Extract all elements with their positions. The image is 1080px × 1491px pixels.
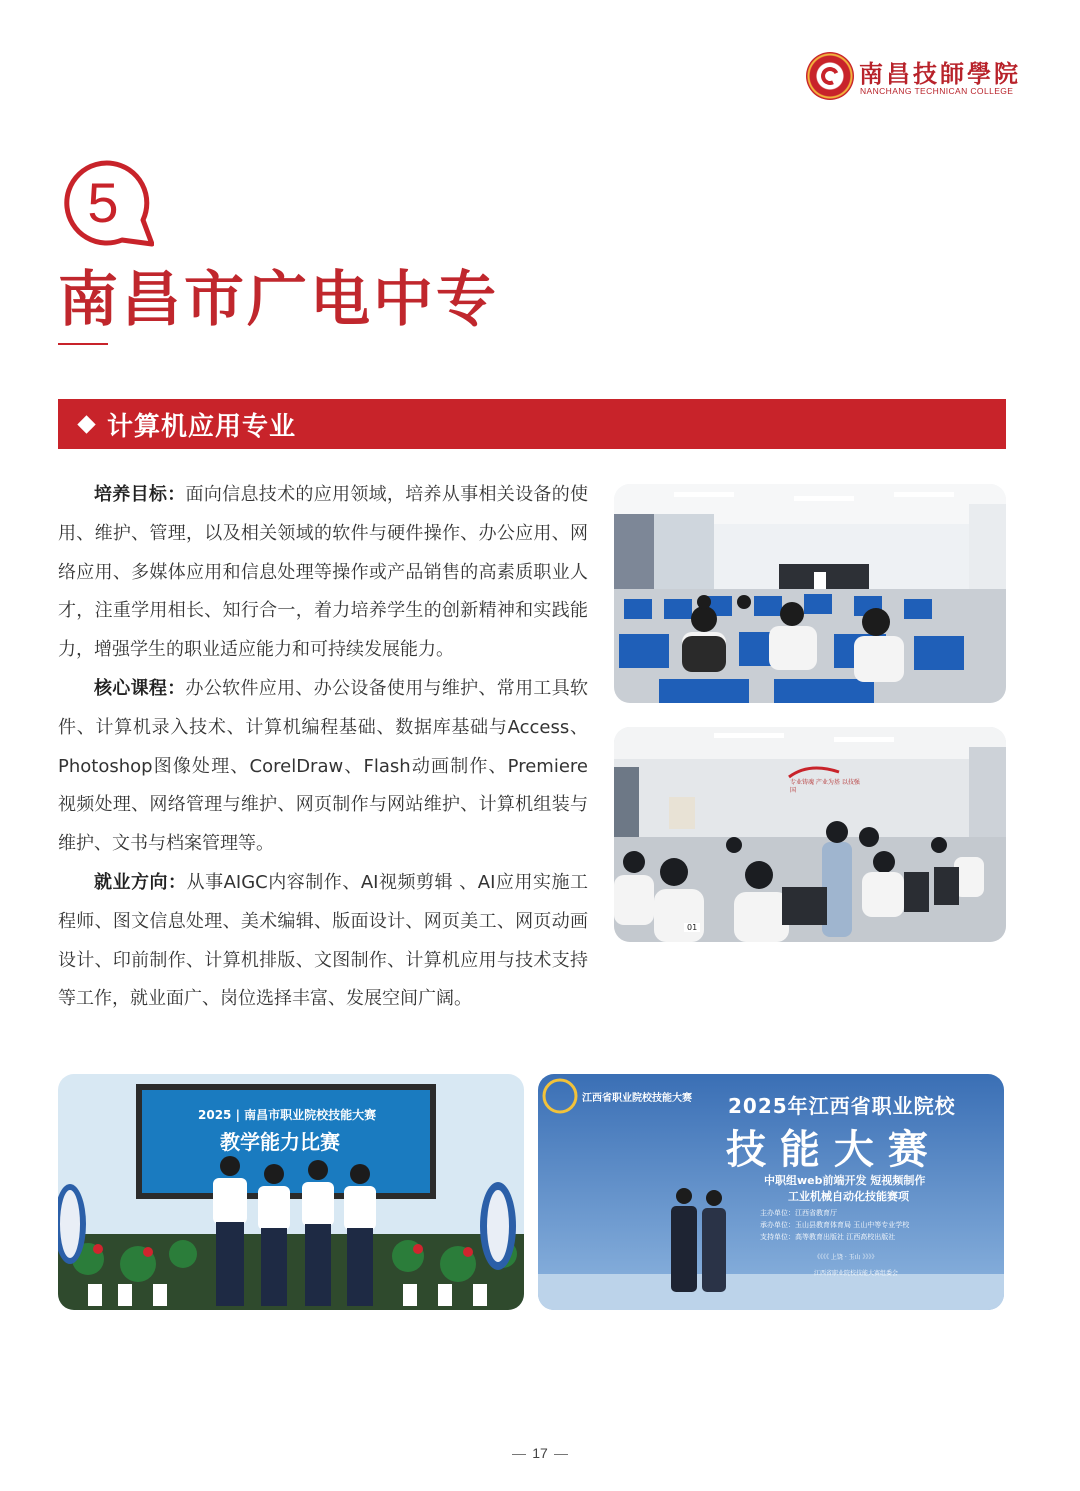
section-number-badge <box>58 160 154 250</box>
competition-top-banner: 江西省职业院校技能大赛 <box>582 1093 692 1104</box>
paragraph-label: 培养目标： <box>94 484 186 505</box>
screen-title-line-1: 2025 | 南昌市职业院校技能大赛 <box>198 1108 377 1122</box>
page-title: 南昌市广电中专 <box>58 265 499 335</box>
competition-organizer: 江西省职业院校技能大赛组委会 <box>814 1270 899 1277</box>
paragraph-label: 就业方向： <box>94 871 187 893</box>
competition-headline-2: 技 能 大 赛 <box>726 1126 928 1173</box>
page-number: 17 <box>532 1445 548 1461</box>
diamond-bullet-icon <box>77 415 95 433</box>
competition-sub-2: 工业机械自动化技能赛项 <box>788 1190 909 1203</box>
competition-info-2: 承办单位：玉山县教育体育局 玉山中等专业学校 <box>760 1221 910 1229</box>
competition-info-1: 主办单位：江西省教育厅 <box>760 1209 837 1217</box>
page-footer <box>0 1445 1080 1461</box>
section-number: 5 <box>87 171 119 234</box>
wall-slogan: 专业铸魂 产业为基 以技强国 <box>790 779 860 794</box>
competition-venue: 《《《《 上饶 · 玉山 》》》》 <box>814 1254 878 1261</box>
paragraph-text: 面向信息技术的应用领域，培养从事相关设备的使用、维护、管理，以及相关领域的软件与硬件操作、办公应用、网络应用、多媒体应用和信息处理等操作或产品销售的高素质职业人才，注重学用相长、知行合一，着力培养学生的创新精神和实践能力，增强学生的职业适应能力和可持续发展能力。 <box>58 484 589 661</box>
major-heading: 计算机应用专业 <box>107 411 297 442</box>
title-underline <box>58 343 108 345</box>
competition-headline-1: 2025年江西省职业院校 <box>728 1094 956 1118</box>
logo-name-cn: 南昌技師學院 <box>859 59 1021 88</box>
photo-computer-classroom-1 <box>614 484 1006 703</box>
photo-computer-classroom-2 <box>614 727 1006 942</box>
footer-dash-right <box>554 1454 568 1455</box>
major-heading-bar <box>58 399 1006 449</box>
desk-tag: 01 <box>684 923 700 932</box>
major-description <box>58 476 588 1019</box>
photo-provincial-competition <box>538 1074 1004 1310</box>
college-logo <box>806 52 1021 102</box>
paragraph-core-courses <box>58 670 588 864</box>
college-emblem-icon <box>806 52 854 100</box>
paragraph-training-goal <box>58 476 588 670</box>
paragraph-employment <box>58 864 588 1019</box>
screen-title-line-2: 教学能力比赛 <box>220 1130 340 1154</box>
logo-name-en: NANCHANG TECHNICAN COLLEGE <box>860 86 1014 96</box>
paragraph-text: 从事AIGC内容制作、AI视频剪辑 、AI应用实施工程师、图文信息处理、美术编辑、版面设计、网页美工、网页动画设计、印前制作、计算机排版、文图制作、计算机应用与技术支持等工作，就业面广、岗位选择丰富、发展空间广阔。 <box>58 871 588 1010</box>
paragraph-text: 办公软件应用、办公设备使用与维护、常用工具软件、计算机录入技术、计算机编程基础、数据库基础与Access、Photoshop图像处理、CorelDraw、Flash动画制作、Premiere视频处理、网络管理与维护、网页制作与网站维护、计算机组装与维护、文书与档案管理等。 <box>58 677 589 855</box>
competition-sub-1: 中职组web前端开发 短视频制作 <box>764 1174 926 1187</box>
paragraph-label: 核心课程： <box>94 677 186 699</box>
competition-info-3: 支持单位：高等教育出版社 江西高校出版社 <box>760 1233 896 1241</box>
photo-teaching-competition <box>58 1074 524 1310</box>
footer-dash-left <box>512 1454 526 1455</box>
